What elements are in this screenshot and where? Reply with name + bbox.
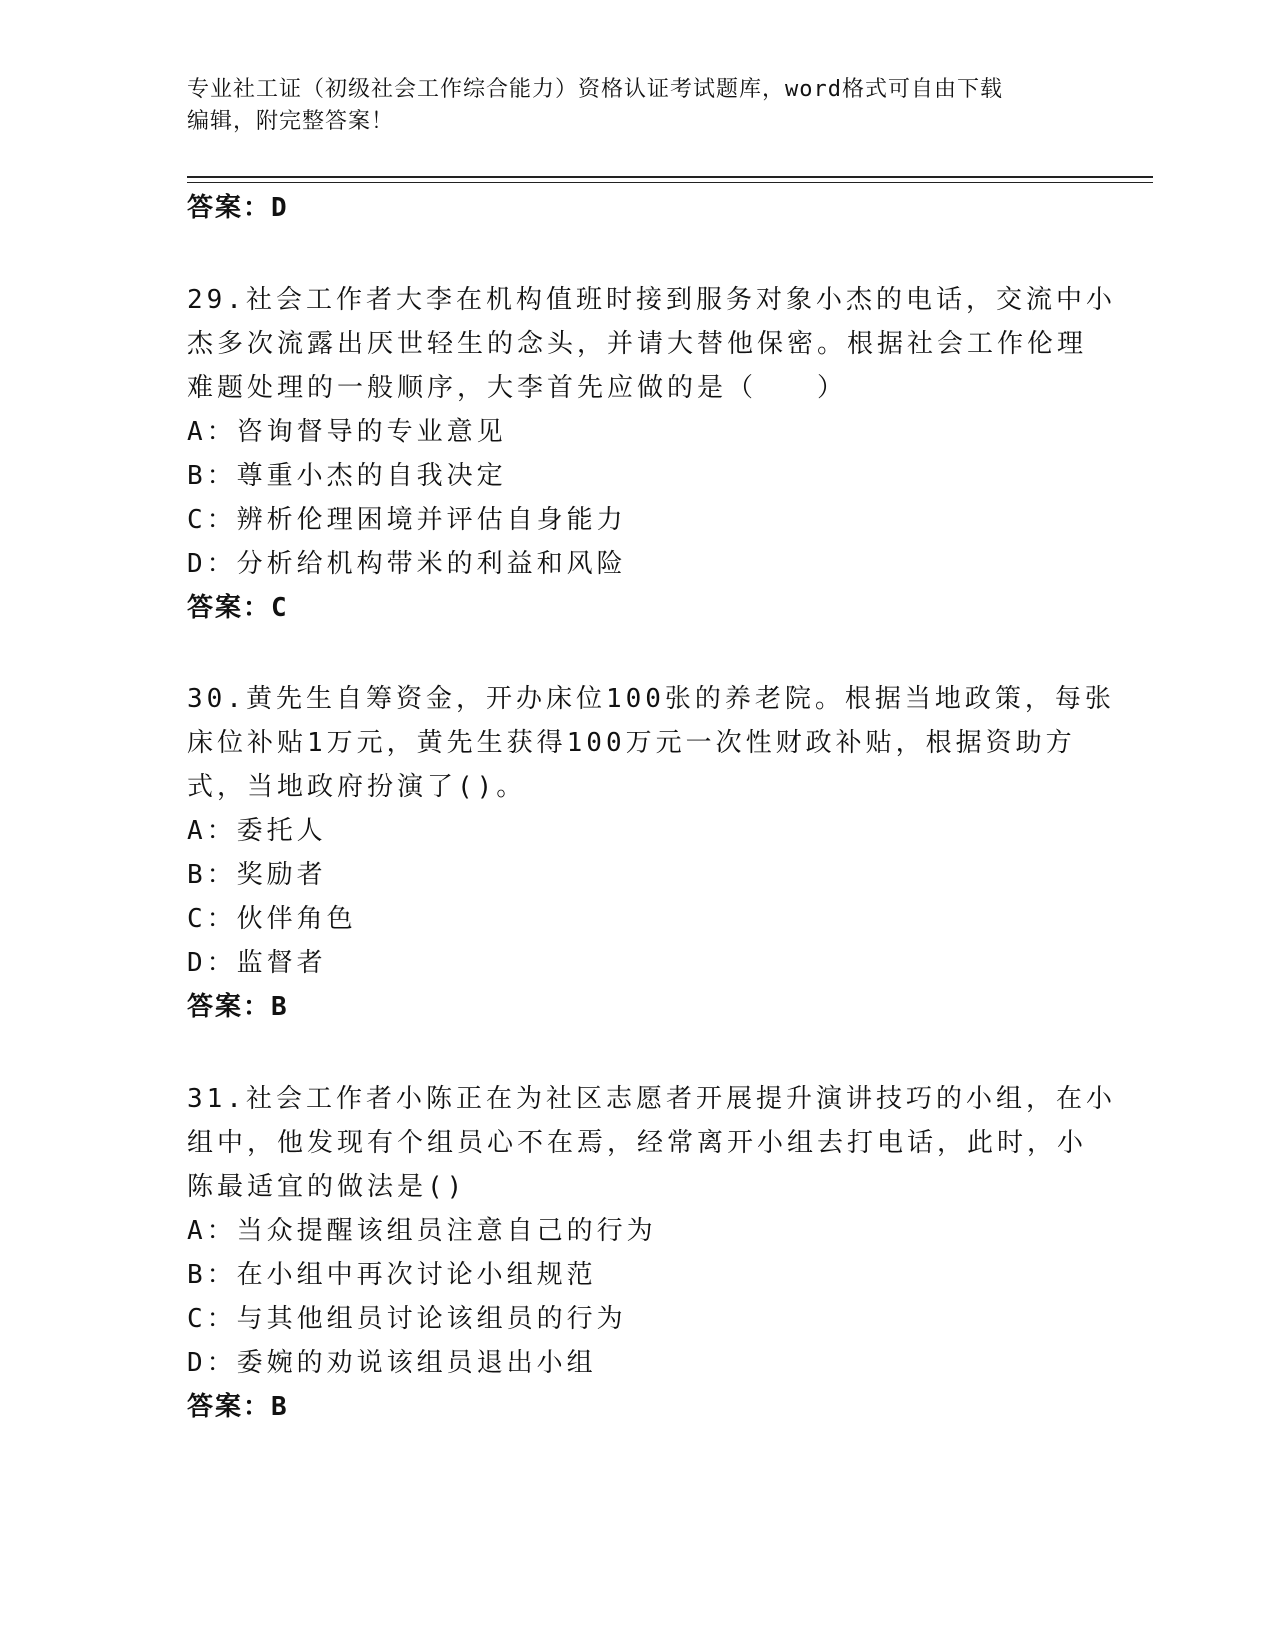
question-31-option-a: A：当众提醒该组员注意自己的行为 <box>187 1216 657 1246</box>
header-rule-thick <box>187 176 1153 178</box>
question-29-answer: 答案：C <box>187 593 289 623</box>
question-29-option-c: C：辨析伦理困境并评估自身能力 <box>187 505 627 535</box>
question-30-stem-line-1: 30.黄先生自筹资金，开办床位100张的养老院。根据当地政策，每张 <box>187 684 1115 714</box>
question-31-stem-line-2: 组中，他发现有个组员心不在焉，经常离开小组去打电话，此时，小 <box>187 1128 1088 1158</box>
question-30-option-d: D：监督者 <box>187 948 327 978</box>
header-line-1: 专业社工证（初级社会工作综合能力）资格认证考试题库，word格式可自由下载 <box>187 77 1003 102</box>
question-31-stem-line-1: 31.社会工作者小陈正在为社区志愿者开展提升演讲技巧的小组，在小 <box>187 1084 1116 1114</box>
header-rule-thin <box>187 182 1153 183</box>
question-29-stem-line-3: 难题处理的一般顺序，大李首先应做的是（ ） <box>187 373 848 403</box>
question-31-answer: 答案：B <box>187 1392 289 1422</box>
question-30-option-c: C：伙伴角色 <box>187 904 357 934</box>
question-31-option-d: D：委婉的劝说该组员退出小组 <box>187 1348 597 1378</box>
prev-answer: 答案：D <box>187 193 289 223</box>
question-31-option-c: C：与其他组员讨论该组员的行为 <box>187 1304 627 1334</box>
header-line-2: 编辑，附完整答案！ <box>187 109 395 134</box>
question-29-stem-line-1: 29.社会工作者大李在机构值班时接到服务对象小杰的电话，交流中小 <box>187 285 1116 315</box>
page-header <box>187 74 1087 138</box>
question-30-option-b: B：奖励者 <box>187 860 327 890</box>
question-29-option-b: B：尊重小杰的自我决定 <box>187 461 507 491</box>
question-31-option-b: B：在小组中再次讨论小组规范 <box>187 1260 597 1290</box>
question-29-option-d: D：分析给机构带米的利益和风险 <box>187 549 627 579</box>
question-31-stem-line-3: 陈最适宜的做法是() <box>187 1172 467 1202</box>
question-29-stem-line-2: 杰多次流露出厌世轻生的念头，并请大替他保密。根据社会工作伦理 <box>187 329 1088 359</box>
question-29-option-a: A：咨询督导的专业意见 <box>187 417 507 447</box>
question-30-stem-line-3: 式，当地政府扮演了()。 <box>187 772 527 802</box>
question-30-stem-line-2: 床位补贴1万元，黄先生获得100万元一次性财政补贴，根据资助方 <box>187 728 1076 758</box>
question-30-option-a: A：委托人 <box>187 816 327 846</box>
question-30-answer: 答案：B <box>187 992 289 1022</box>
